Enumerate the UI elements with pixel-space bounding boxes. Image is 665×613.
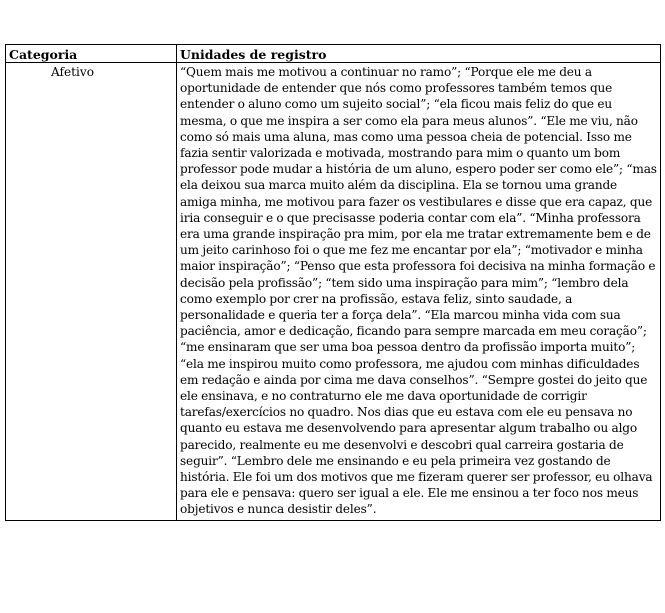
table-row (6, 63, 661, 521)
table-header (6, 45, 661, 63)
units-column-header: Unidades de registro (177, 45, 661, 63)
document-page (5, 44, 660, 521)
header-row (6, 45, 661, 63)
registry-units-table (5, 44, 661, 521)
category-cell: Afetivo (6, 63, 177, 521)
registry-units-cell: “Quem mais me motivou a continuar no ramo”; “Porque ele me deu a oportunidade de entender que nós como professores também temos que entender o aluno como um sujeito social”; “ela ficou mais feliz do que eu mesma, o que me inspira a ser como ela para meus alunos”. “Ele me viu, não como só mais uma aluna, mas como uma pessoa cheia de potencial. Isso me fazia sentir valorizada e motivada, mostrando para mim o quanto um bom professor pode mudar a história de um aluno, espero poder ser como ele”; “mas ela deixou sua marca muito além da disciplina. Ela se tornou uma grande amiga minha, me motivou para fazer os vestibulares e disse que era capaz, que iria conseguir e o que precisasse poderia contar com ela”. “Minha professora era uma grande inspiração pra mim, por ela me tratar extremamente bem e de um jeito carinhoso foi o que me fez me encantar por ela”; “motivador e minha maior inspiração”; “Penso que esta professora foi decisiva na minha formação e decisão pela profissão”; “tem sido uma inspiração para mim”; “lembro dela como exemplo por crer na profissão, estava feliz, sinto saudade, a personalidade e queria ter a força dela”. “Ela marcou minha vida com sua paciência, amor e dedicação, ficando para sempre marcada em meu coração”; “me ensinaram que ser uma boa pessoa dentro da profissão importa muito”; “ela me inspirou muito como professora, me ajudou com minhas dificuldades em redação e ainda por cima me dava conselhos”. “Sempre gostei do jeito que ele ensinava, e no contraturno ele me dava oportunidade de corrigir tarefas/exercícios no quadro. Nos dias que eu estava com ele eu pensava no quanto eu estava me desenvolvendo para apresentar algum trabalho ou algo parecido, realmente eu me desenvolvi e descobri qual carreira gostaria de seguir”. “Lembro dele me ensinando e eu pela primeira vez gostando de história. Ele foi um dos motivos que me fizeram querer ser professor, eu olhava para ele e pensava: quero ser igual a ele. Ele me ensinou a ter foco nos meus objetivos e nunca desistir deles”. (177, 63, 661, 521)
category-column-header: Categoria (6, 45, 177, 63)
table-body (6, 63, 661, 521)
